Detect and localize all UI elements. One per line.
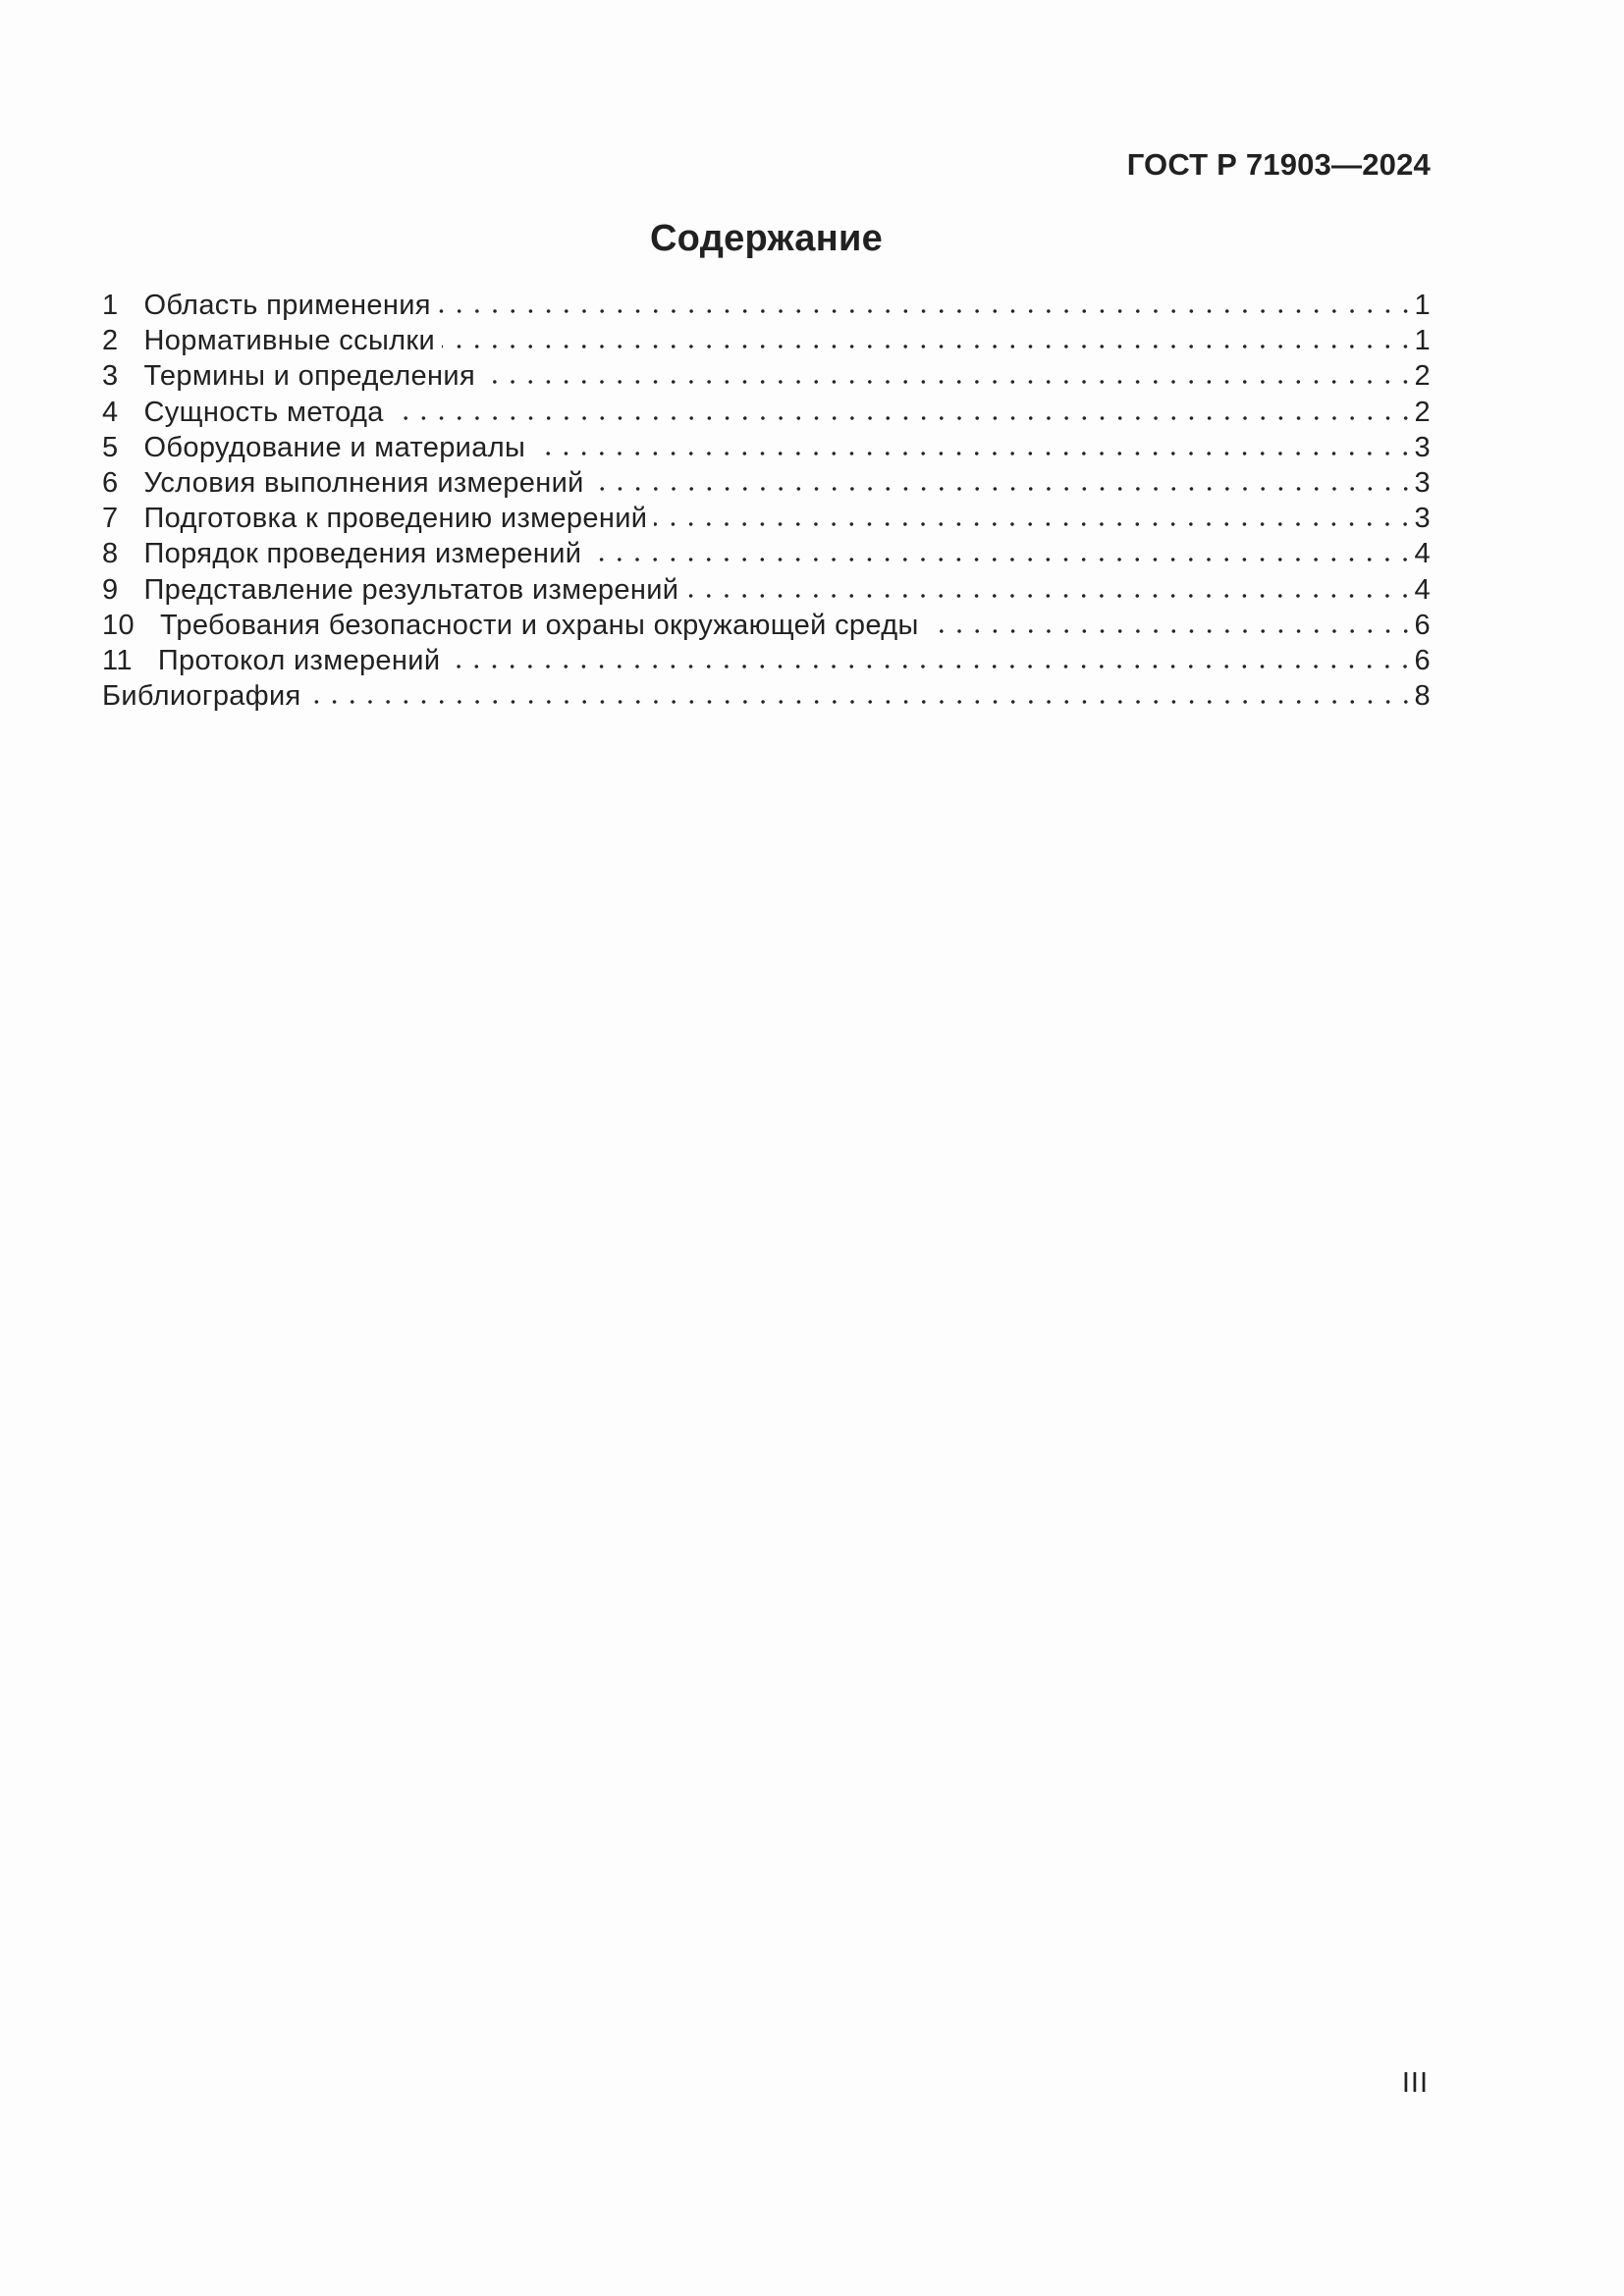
toc-entry-number: 8 [102, 538, 119, 570]
page-title: Содержание [649, 218, 884, 259]
toc-entry [102, 501, 1431, 536]
toc-leader-dots [591, 486, 1415, 492]
toc-leader-dots [482, 379, 1415, 385]
toc-entry-title: Библиография [102, 680, 301, 713]
toc-entry-title: Представление результатов измерений [143, 573, 679, 606]
toc-entry [102, 678, 1431, 714]
toc-leader-dots [654, 521, 1414, 527]
toc-entry-number: 11 [102, 645, 133, 677]
toc-entry-title: Оборудование и материалы [143, 431, 526, 463]
toc-entry-page: 3 [1414, 431, 1431, 463]
toc-entry-number: 4 [102, 396, 119, 428]
toc-leader-dots [438, 308, 1415, 314]
toc-entry-title: Условия выполнения измерений [143, 467, 584, 500]
toc-leader-dots [442, 344, 1415, 349]
toc-entry-page: 2 [1414, 360, 1431, 393]
toc-entry-number: 2 [102, 325, 119, 357]
toc-entry-title: Сущность метода [143, 396, 384, 428]
toc-entry-title: Термины и определения [143, 360, 475, 393]
toc-entry-number: 1 [102, 290, 119, 321]
toc-leader-dots [926, 628, 1415, 634]
toc-leader-dots [532, 451, 1414, 456]
toc-leader-dots [685, 593, 1414, 599]
toc-leader-dots [308, 699, 1415, 705]
toc-entry-number: 7 [102, 503, 119, 535]
toc-entry-page: 4 [1414, 573, 1431, 606]
toc-entry-page: 4 [1414, 538, 1431, 570]
toc-entry [102, 643, 1431, 678]
toc-entry [102, 288, 1431, 323]
page-number-footer: III [1401, 2067, 1429, 2099]
toc-entry [102, 536, 1431, 571]
toc-entry-page: 8 [1414, 680, 1431, 713]
toc-entry [102, 608, 1431, 643]
toc-entry-title: Подготовка к проведению измерений [143, 503, 648, 535]
toc-entry-number: 3 [102, 360, 119, 393]
table-of-contents [102, 288, 1431, 714]
toc-leader-dots [588, 557, 1414, 562]
toc-entry [102, 465, 1431, 501]
toc-entry-title: Нормативные ссылки [143, 325, 435, 357]
toc-entry-page: 2 [1414, 396, 1431, 428]
toc-entry [102, 358, 1431, 394]
toc-entry-number: 9 [102, 573, 119, 606]
toc-entry [102, 323, 1431, 358]
toc-entry-title: Требования безопасности и охраны окружающей среды [159, 609, 919, 641]
toc-entry [102, 395, 1431, 430]
toc-entry-number: 5 [102, 431, 119, 463]
toc-entry-page: 1 [1414, 325, 1431, 357]
toc-entry-page: 3 [1414, 503, 1431, 535]
toc-entry-title: Протокол измерений [157, 645, 441, 677]
toc-entry-title: Порядок проведения измерений [143, 538, 582, 570]
toc-entry [102, 430, 1431, 465]
toc-entry-number: 6 [102, 467, 119, 500]
toc-entry-page: 1 [1414, 290, 1431, 321]
toc-entry-number: 10 [102, 609, 135, 641]
toc-leader-dots [447, 664, 1414, 669]
document-number-header: ГОСТ Р 71903—2024 [1126, 147, 1431, 182]
toc-entry-title: Область применения [143, 290, 431, 321]
toc-leader-dots [391, 415, 1415, 421]
toc-entry-page: 6 [1414, 645, 1431, 677]
toc-entry [102, 572, 1431, 608]
toc-entry-page: 3 [1414, 467, 1431, 500]
toc-entry-page: 6 [1414, 609, 1431, 641]
